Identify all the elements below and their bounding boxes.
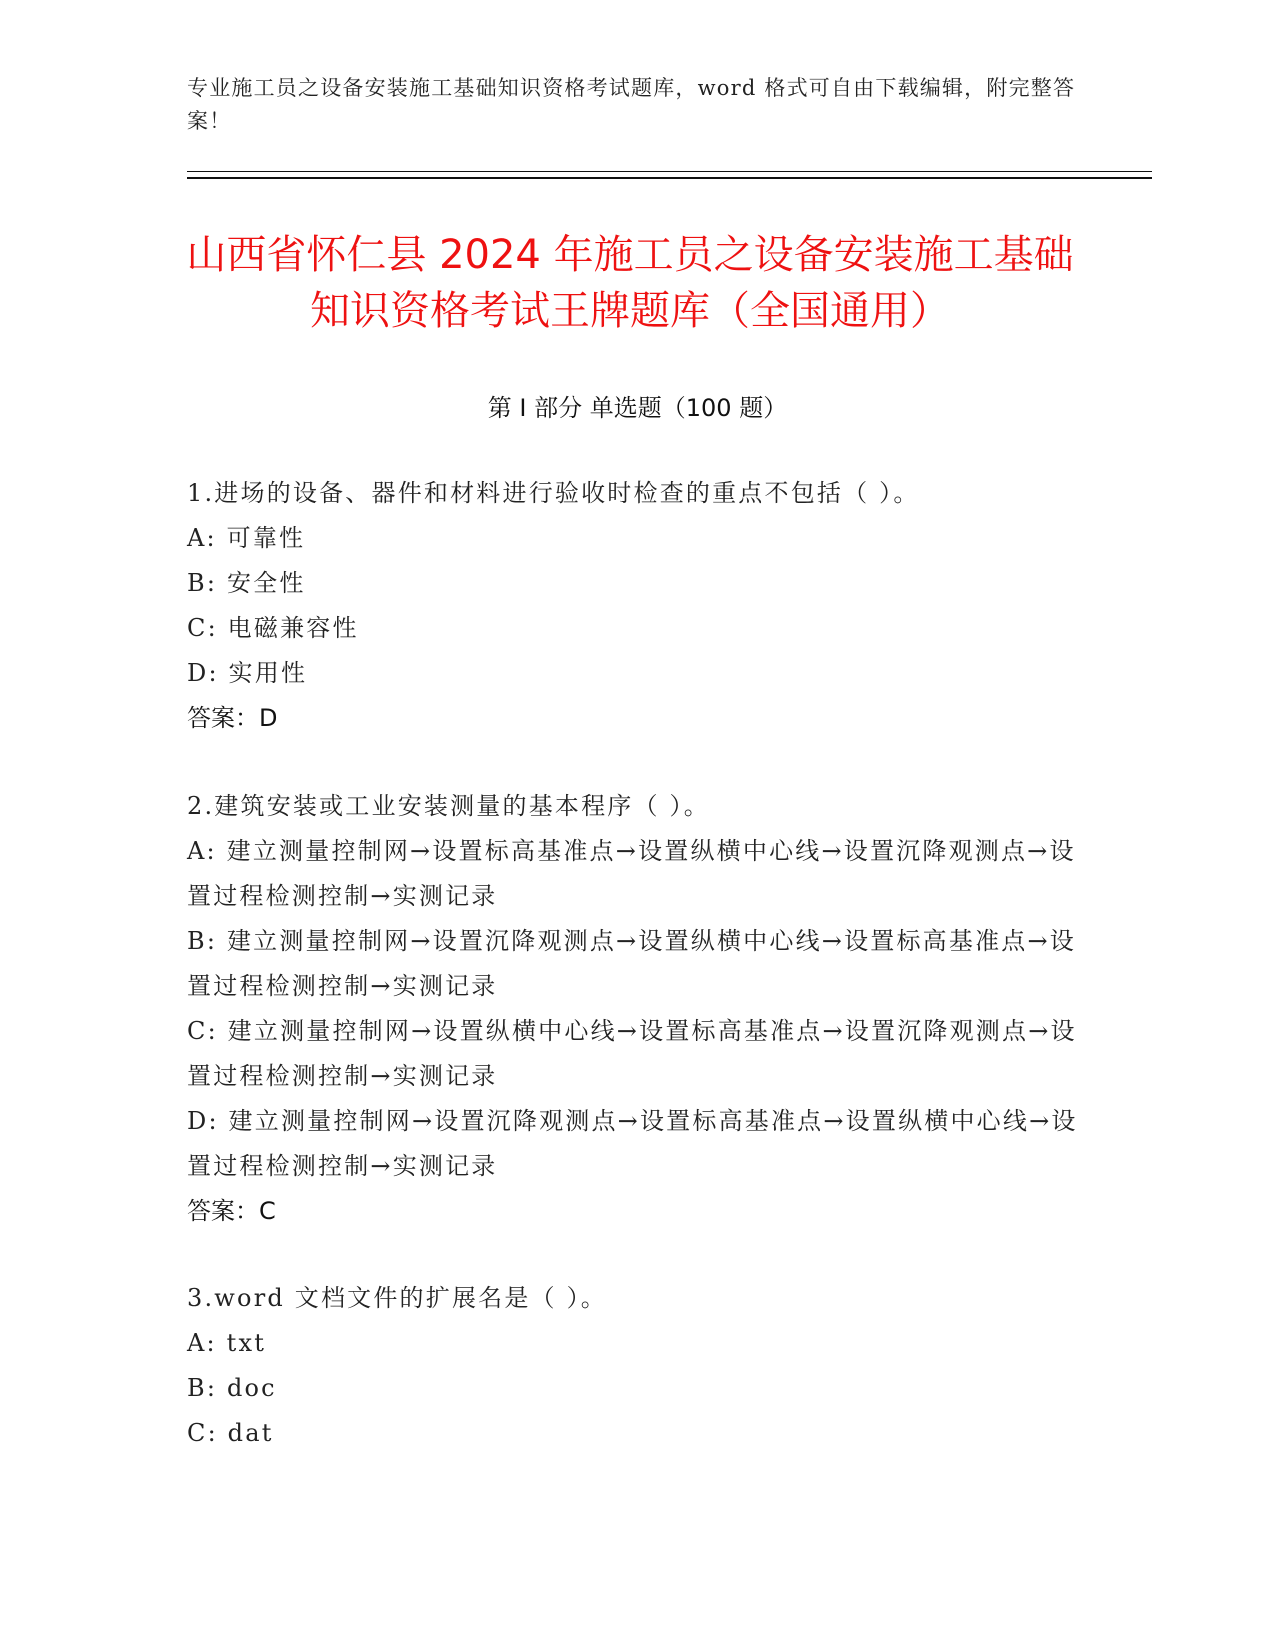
section-title: 第 I 部分 单选题（100 题）	[487, 394, 788, 422]
option-b: B: 安全性	[187, 569, 306, 597]
question-stem: 1.进场的设备、器件和材料进行验收时检查的重点不包括（ ）。	[187, 479, 920, 507]
answer-label: 答案：C	[187, 1197, 276, 1225]
header-note: 专业施工员之设备安装施工基础知识资格考试题库，word 格式可自由下载编辑，附完整答案！	[187, 76, 1076, 133]
question-2	[187, 784, 1087, 1234]
option-c: C: 建立测量控制网→设置纵横中心线→设置标高基准点→设置沉降观测点→设置过程检测控制→实测记录	[187, 1017, 1077, 1090]
option-b: B: doc	[187, 1374, 277, 1402]
question-stem: 2.建筑安装或工业安装测量的基本程序（ ）。	[187, 792, 710, 820]
question-stem: 3.word 文档文件的扩展名是（ ）。	[187, 1284, 607, 1312]
header-rule-thick	[187, 177, 1152, 179]
option-d: D: 实用性	[187, 659, 308, 687]
option-a: A: 建立测量控制网→设置标高基准点→设置纵横中心线→设置沉降观测点→设置过程检测控制→实测记录	[187, 837, 1076, 910]
question-3	[187, 1276, 1087, 1456]
option-b: B: 建立测量控制网→设置沉降观测点→设置纵横中心线→设置标高基准点→设置过程检测控制→实测记录	[187, 927, 1076, 1000]
option-a: A: txt	[187, 1329, 267, 1357]
question-1	[187, 471, 1087, 741]
option-a: A: 可靠性	[187, 524, 306, 552]
document-title: 山西省怀仁县 2024 年施工员之设备安装施工基础知识资格考试王牌题库（全国通用）	[186, 232, 1074, 334]
header-rule-thin	[187, 171, 1152, 172]
option-c: C: dat	[187, 1419, 274, 1447]
answer-label: 答案：D	[187, 704, 278, 732]
option-c: C: 电磁兼容性	[187, 614, 359, 642]
option-d: D: 建立测量控制网→设置沉降观测点→设置标高基准点→设置纵横中心线→设置过程检测控制→实测记录	[187, 1107, 1078, 1180]
